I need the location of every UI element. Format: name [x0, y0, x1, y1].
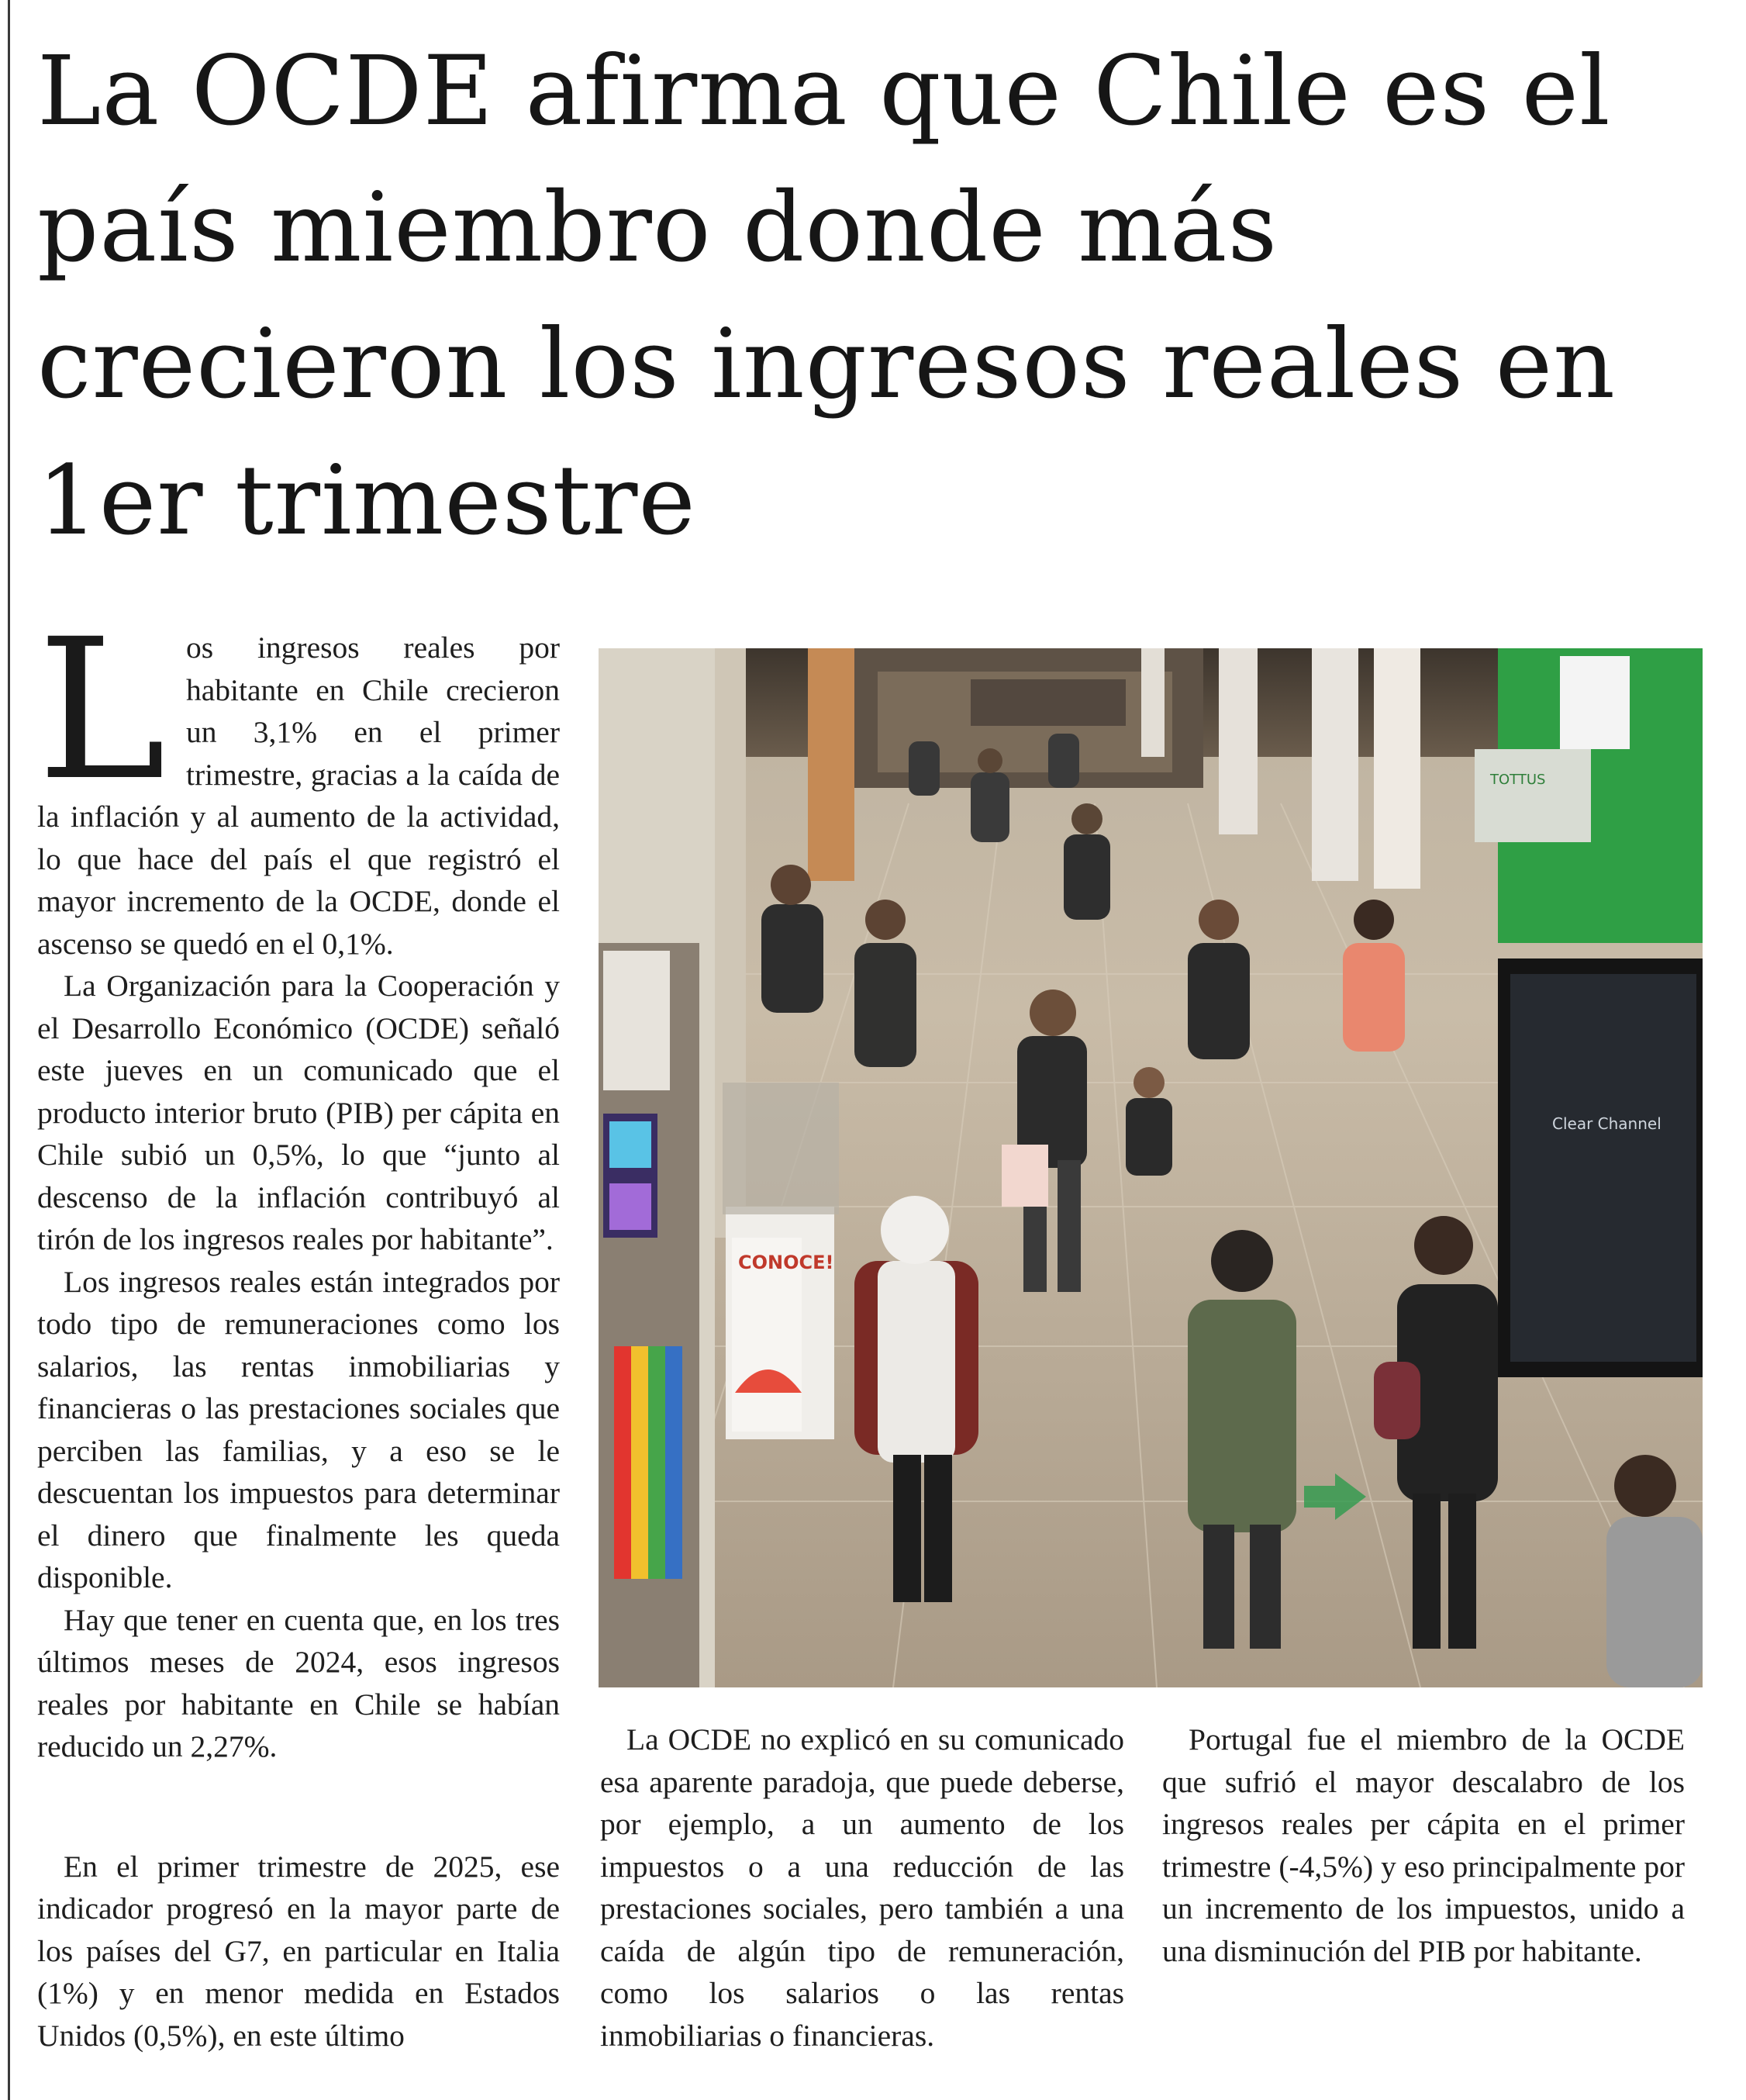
article-photo — [599, 648, 1703, 1687]
shop-sign-text: TOTTUS — [1490, 772, 1546, 788]
article-column-1 — [37, 627, 560, 2100]
paragraph: os ingresos reales por habitante en Chile crecieron un 3,1% en el primer trimestre, gracias a la caída de la inflación y al aumento de la actividad, lo que hace del país el que registró el mayor incremento de la OCDE, donde el ascenso se quedó en el 0,1%. — [37, 630, 560, 961]
paragraph: Portugal fue el miembro de la OCDE que sufrió el mayor descalabro de los ingresos reales per cápita en el primer trimestre (-4,5%) y eso principalmente por un incremento de los impuestos, unido a una disminución del PIB por habitante. — [1162, 1722, 1685, 1968]
article-column-3 — [1162, 1718, 1685, 1972]
drop-cap: L — [37, 627, 167, 823]
kiosk-sign-text: CONOCE! — [738, 1252, 834, 1273]
paragraph: En el primer trimestre de 2025, ese indicador progresó en la mayor parte de los países del G7, en particular en Italia (1%) y en menor medida en Estados Unidos (0,5%), en este último — [37, 1849, 560, 2053]
paragraph-gap — [37, 1768, 560, 1846]
paragraph: Hay que tener en cuenta que, en los tres últimos meses de 2024, esos ingresos reales por habitante en Chile se habían reducido un 2,27%. — [37, 1602, 560, 1763]
paragraph: La OCDE no explicó en su comunicado esa aparente paradoja, que puede deberse, por ejemplo, a un aumento de los impuestos o a una reducción de las prestaciones sociales, pero también a una caída de algún tipo de remuneración, como los salarios o las rentas inmobiliarias o financieras. — [600, 1722, 1124, 2053]
paragraph: La Organización para la Cooperación y el Desarrollo Económico (OCDE) señaló este jueves en un comunicado que el producto interior bruto (PIB) per cápita en Chile subió un 0,5%, lo que “junto al descenso de la inflación contribuyó al tirón de los ingresos reales por habitante”. — [37, 969, 560, 1256]
headline: La OCDE afirma que Chile es el país miembro donde más crecieron los ingresos reales en 1er trimestre — [37, 36, 1616, 557]
paragraph: Los ingresos reales están integrados por todo tipo de remuneraciones como los salarios, las rentas inmobiliarias y financieras o las prestaciones sociales que perciben las familias, y a eso se le descuentan los impuestos para determinar el dinero que finalmente les queda disponible. — [37, 1264, 560, 1594]
screen-brand-text: Clear Channel — [1552, 1114, 1661, 1133]
column-rule — [8, 0, 10, 2100]
article-column-2 — [600, 1718, 1124, 2057]
